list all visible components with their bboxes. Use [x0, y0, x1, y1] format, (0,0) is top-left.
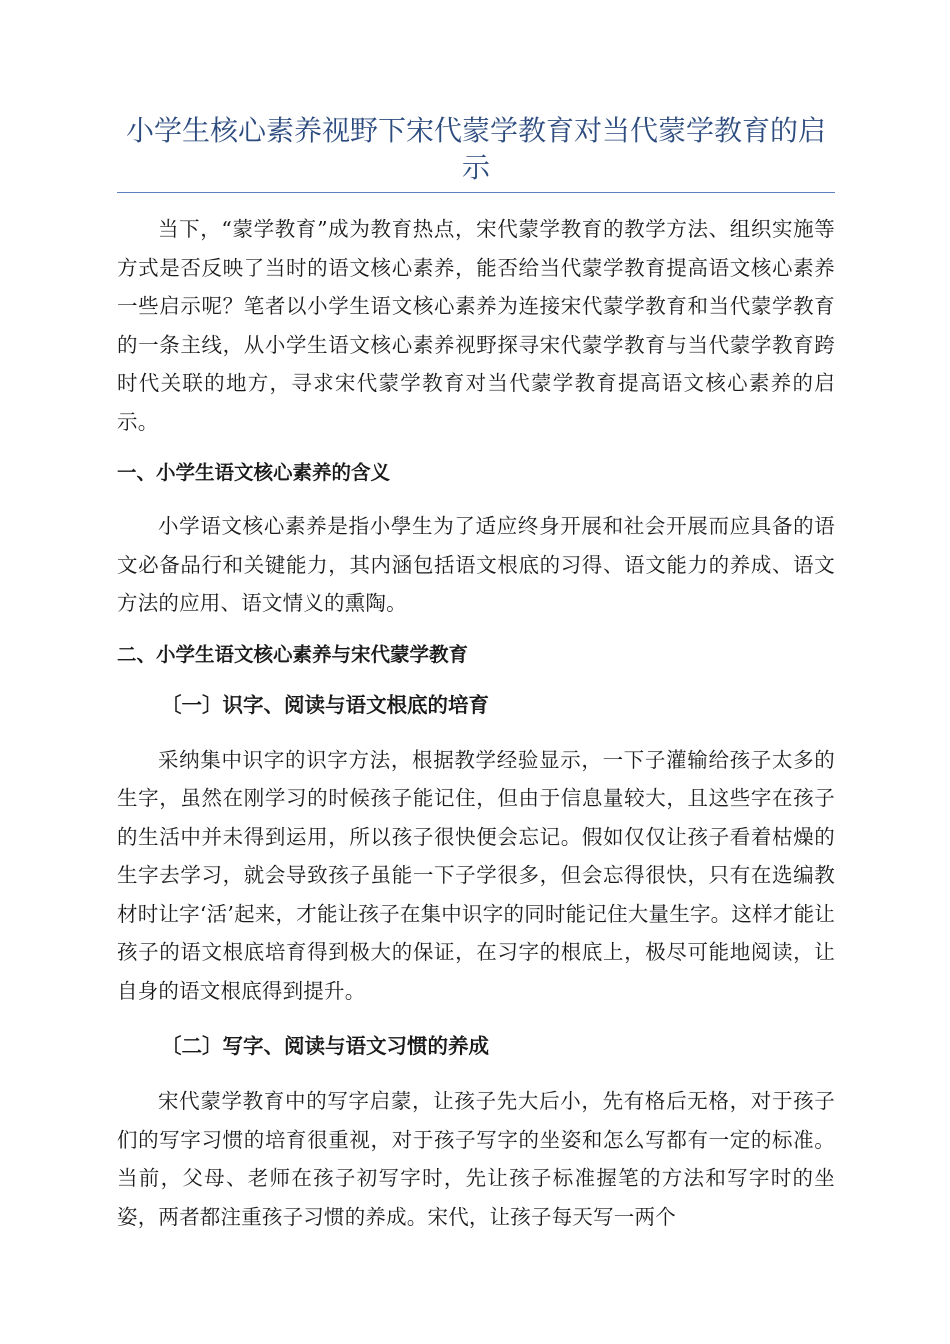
- intro-paragraph: 当下，“蒙学教育”成为教育热点，宋代蒙学教育的教学方法、组织实施等方式是否反映了当时的语文核心素养，能否给当代蒙学教育提高语文核心素养一些启示呢？笔者以小学生语文核心素养为连接宋代蒙学教育和当代蒙学教育的一条主线，从小学生语文核心素养视野探寻宋代蒙学教育与当代蒙学教育跨时代关联的地方，寻求宋代蒙学教育对当代蒙学教育提高语文核心素养的启示。: [117, 217, 835, 434]
- subsection-2-2-paragraph: 宋代蒙学教育中的写字启蒙，让孩子先大后小，先有格后无格，对于孩子们的写字习惯的培育很重视，对于孩子写字的坐姿和怎么写都有一定的标准。当前，父母、老师在孩子初写字时，先让孩子标准握笔的方法和写字时的坐姿，两者都注重孩子习惯的养成。宋代，让孩子每天写一两个: [117, 1089, 835, 1229]
- section-1-heading: 一、小学生语文核心素养的含义: [117, 461, 391, 484]
- section-2-heading: 二、小学生语文核心素养与宋代蒙学教育: [117, 642, 469, 666]
- subsection-2-2-heading: 〔二〕写字、阅读与语文习惯的养成: [161, 1034, 489, 1058]
- title-underline: [117, 192, 835, 193]
- subsection-2-1-paragraph: 采纳集中识字的识字方法，根据教学经验显示，一下子灌输给孩子太多的生字，虽然在刚学习的时候孩子能记住，但由于信息量较大，且这些字在孩子的生活中并未得到运用，所以孩子很快便会忘记。假如仅仅让孩子看着枯燥的生字去学习，就会导致孩子虽能一下子学很多，但会忘得很快，只有在选编教材时让字‘活’起来，才能让孩子在集中识字的同时能记住大量生字。这样才能让孩子的语文根底培育得到极大的保证，在习字的根底上，极尽可能地阅读，让自身的语文根底得到提升。: [117, 747, 835, 1003]
- subsection-2-1-heading: 〔一〕识字、阅读与语文根底的培育: [161, 692, 489, 717]
- document-title: 小学生核心素养视野下宋代蒙学教育对当代蒙学教育的启示: [125, 114, 826, 184]
- section-1-paragraph: 小学语文核心素养是指小學生为了适应终身开展和社会开展而应具备的语文必备品行和关键能力，其内涵包括语文根底的习得、语文能力的养成、语文方法的应用、语文情义的熏陶。: [117, 514, 835, 615]
- document-page: [117, 112, 835, 1236]
